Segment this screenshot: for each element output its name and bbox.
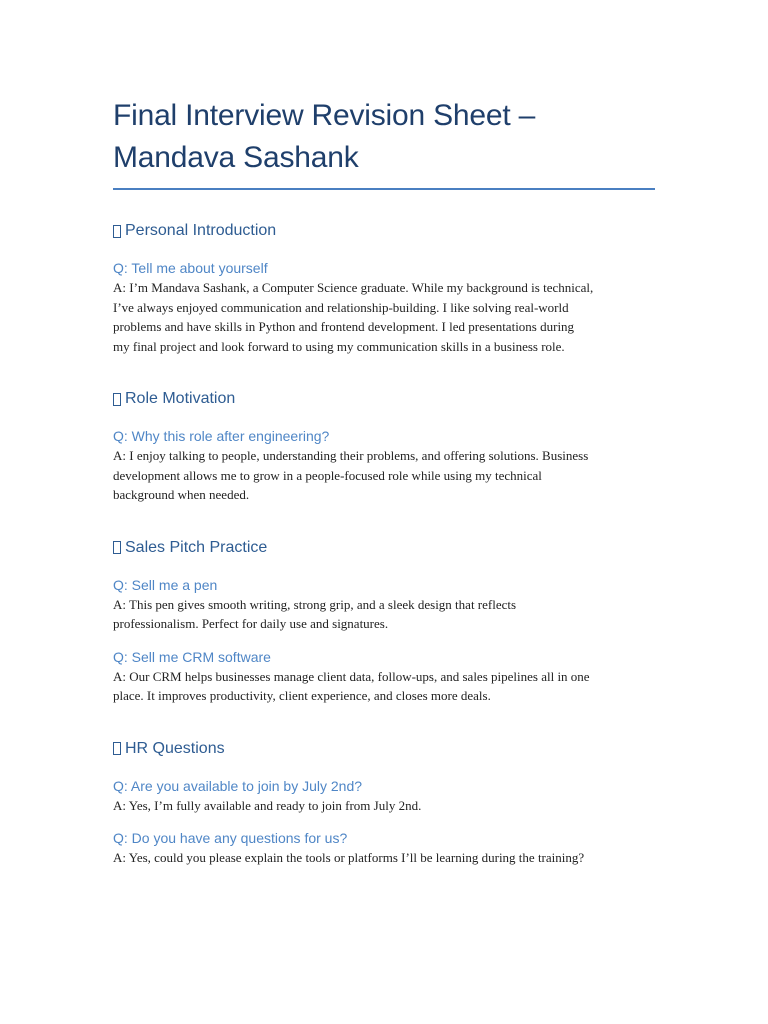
answer-line: development allows me to grow in a people-focused role while using my technical: [113, 467, 542, 483]
answer-line: my final project and look forward to using my communication skills in a business role.: [113, 338, 565, 354]
section-heading: [113, 739, 655, 759]
answer-line: A: This pen gives smooth writing, strong grip, and a sleek design that reflects: [113, 596, 517, 612]
answer-line: A: I enjoy talking to people, understanding their problems, and offering solutions. Business: [113, 448, 589, 463]
section-heading: [113, 389, 655, 409]
title-underline: [113, 188, 655, 190]
question: Q: Do you have any questions for us?: [113, 830, 348, 846]
qa-item: [113, 777, 655, 816]
answer-line: I’ve always enjoyed communication and relationship-building. I like solving real-world: [113, 299, 569, 315]
question: Q: Why this role after engineering?: [113, 428, 330, 444]
document-title-line-2: Mandava Sashank: [113, 141, 359, 174]
question: Q: Sell me a pen: [113, 576, 218, 593]
qa-item: [113, 259, 655, 356]
answer-line: A: Yes, could you please explain the tools or platforms I’ll be learning during the training?: [113, 850, 585, 865]
answer-line: A: I’m Mandava Sashank, a Computer Science graduate. While my background is technical,: [113, 280, 594, 295]
answer: [113, 796, 655, 816]
question: Q: Tell me about yourself: [113, 260, 268, 276]
section-heading: [113, 221, 655, 241]
section-personal-introduction: [113, 221, 655, 356]
section-hr-questions: [113, 739, 655, 868]
answer: [113, 278, 655, 356]
emoji-placeholder-icon: [113, 393, 121, 406]
qa-item: [113, 576, 655, 634]
answer-line: A: Yes, I’m fully available and ready to join from July 2nd.: [113, 797, 422, 813]
answer-line: professionalism. Perfect for daily use and signatures.: [113, 616, 389, 631]
section-role-motivation: [113, 389, 655, 505]
section-heading-label: Personal Introduction: [125, 222, 277, 239]
answer: [113, 595, 655, 634]
document-page: [113, 95, 655, 868]
section-heading-label: Role Motivation: [125, 390, 236, 407]
answer-line: problems and have skills in Python and frontend development. I led presentations during: [113, 319, 575, 334]
question: Q: Are you available to join by July 2nd?: [113, 777, 363, 794]
section-heading-label: HR Questions: [125, 739, 225, 757]
qa-item: [113, 648, 655, 706]
document-title-line-1: Final Interview Revision Sheet –: [113, 99, 536, 132]
emoji-placeholder-icon: [113, 742, 121, 755]
answer: [113, 667, 655, 706]
answer-line: place. It improves productivity, client experience, and closes more deals.: [113, 688, 491, 703]
answer-line: background when needed.: [113, 487, 250, 502]
document-title: [113, 95, 655, 179]
section-heading: [113, 538, 655, 558]
question: Q: Sell me CRM software: [113, 648, 271, 665]
emoji-placeholder-icon: [113, 225, 121, 238]
answer: [113, 848, 655, 868]
answer-line: A: Our CRM helps businesses manage client data, follow-ups, and sales pipelines all in one: [113, 668, 590, 684]
answer: [113, 446, 655, 505]
emoji-placeholder-icon: [113, 541, 121, 554]
section-heading-label: Sales Pitch Practice: [125, 538, 268, 556]
section-sales-pitch-practice: [113, 538, 655, 706]
qa-item: [113, 427, 655, 505]
qa-item: [113, 829, 655, 868]
